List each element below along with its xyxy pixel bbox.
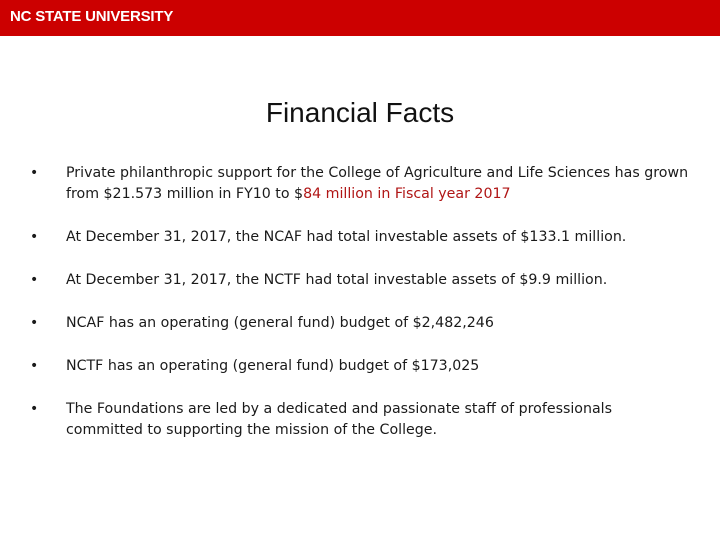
bullet-text: At December 31, 2017, the NCAF had total investable assets of $133.1 million.: [66, 229, 627, 245]
slide-title: [0, 97, 720, 129]
bullet-item-ncaf-budget: [30, 313, 690, 334]
bullet-item-ncaf-assets: [30, 227, 690, 248]
bullet-item-staff: [30, 399, 690, 441]
bullet-icon: •: [30, 165, 39, 181]
bullet-item-philanthropy: [30, 163, 690, 205]
bullet-item-nctf-assets: [30, 270, 690, 291]
slide-title-text: Financial Facts: [265, 97, 455, 128]
header-bar: [0, 0, 720, 36]
bullet-text: The Foundations are led by a dedicated and passionate staff of professionals committed to supporting the mission of the College.: [66, 401, 612, 438]
bullet-text: At December 31, 2017, the NCTF had total investable assets of $9.9 million.: [66, 272, 608, 288]
bullet-text: NCTF has an operating (general fund) budget of $173,025: [66, 358, 480, 374]
bullet-highlight: 84 million in Fiscal year 2017: [303, 186, 511, 202]
bullet-item-nctf-budget: [30, 356, 690, 377]
bullet-icon: •: [30, 272, 39, 288]
bullet-icon: •: [30, 358, 39, 374]
bullet-icon: •: [30, 401, 39, 417]
bullet-text: NCAF has an operating (general fund) budget of $2,482,246: [66, 315, 494, 331]
bullet-list: [30, 163, 690, 463]
bullet-icon: •: [30, 315, 39, 331]
bullet-text: Private philanthropic support for the College of Agriculture and Life Sciences has grown from $21.573 million in FY10 to $: [66, 165, 689, 202]
university-logo: NC STATE UNIVERSITY: [10, 8, 174, 25]
bullet-icon: •: [30, 229, 39, 245]
